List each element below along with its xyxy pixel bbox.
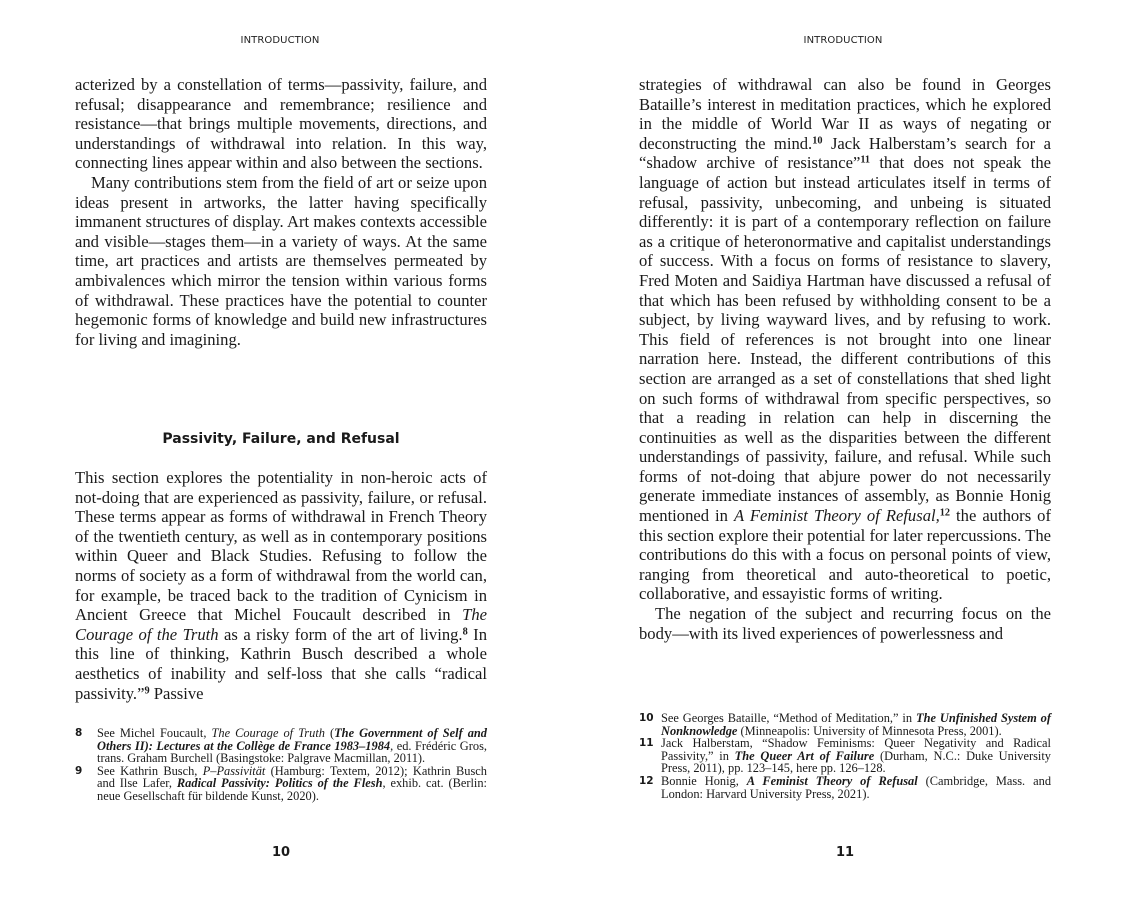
text-run: See Michel Foucault, — [97, 726, 212, 740]
right-page — [562, 0, 1124, 904]
book-title: The Unfinished System of Nonknowledge — [661, 711, 1051, 738]
footnote-text — [661, 775, 1051, 800]
text-run: Jack Halberstam’s search for a “shadow archive of resistance” — [639, 133, 1051, 173]
text-run: This section explores the potentiality in non-heroic acts of not-doing that are experienced as passivity, failure, or refusal. These terms appear as forms of withdrawal in French Theory of the twentieth century, as well as in contemporary positions within Queer and Black Studies. Refusing to follow the norms of society as a form of withdrawal from the world can, for example, be traced back to the tradition of Cynicism in Ancient Greece that Michel Foucault described in — [75, 468, 487, 625]
paragraph: acterized by a constellation of terms—passivity, failure, and refusal; disappearance and remembrance; resilience and resistance—that brings multiple movements, directions, and understandings of withdrawal into relation. In this way, connecting lines appear within and also between the sections. — [75, 75, 487, 173]
page-number: 11 — [836, 845, 855, 860]
footnote-number: 11 — [639, 737, 654, 750]
footnote-text — [97, 727, 487, 765]
book-title: A Feminist Theory of Refusal — [746, 773, 918, 788]
text-run: (Durham, N.C.: Duke University Press, 2011), pp. 123–145, here pp. 126–128. — [661, 748, 1051, 776]
footnote-ref-8[interactable]: 8 — [462, 626, 468, 638]
paragraph — [639, 75, 1051, 604]
footnote-8 — [75, 727, 487, 765]
footnote-12 — [639, 775, 1051, 800]
footnote-11 — [639, 737, 1051, 775]
footnote-ref-9[interactable]: 9 — [144, 684, 150, 696]
body-text — [639, 75, 1051, 643]
footnote-ref-12[interactable]: 12 — [939, 507, 951, 519]
running-head: INTRODUCTION — [240, 35, 320, 46]
text-run: (Cambridge, Mass. and London: Harvard University Press, 2021). — [661, 773, 1052, 801]
section-heading: Passivity, Failure, and Refusal — [162, 431, 400, 447]
paragraph: The negation of the subject and recurring focus on the body—with its lived experiences of powerlessness and — [639, 604, 1051, 643]
running-head: INTRODUCTION — [803, 35, 883, 46]
text-run: See Georges Bataille, “Method of Meditation,” in — [661, 711, 916, 725]
text-run: ( — [324, 726, 335, 740]
footnote-text — [661, 737, 1051, 775]
text-run: (Hamburg: Textem, 2012); Kathrin Busch and Ilse Lafer, — [97, 763, 487, 791]
footnotes — [639, 712, 1051, 800]
book-title: Radical Passivity: Politics of the Flesh — [176, 776, 383, 791]
paragraph: Many contributions stem from the field of art or seize upon ideas present in artworks, the latter having specifically immanent structures of display. Art makes contexts accessible and visible—stages them—in a variety of ways. At the same time, art practices and artists are themselves permeated by ambivalences which mirror the tension within various forms of withdrawal. These practices have the potential to counter hegemonic forms of knowledge and build new infrastructures for living and imagining. — [75, 172, 487, 349]
text-run: See Kathrin Busch, — [97, 763, 203, 778]
text-run: Bonnie Honig, — [661, 773, 747, 788]
text-run: Jack Halberstam, “Shadow Feminisms: Queer Negativity and Radical Passivity,” in — [661, 736, 1051, 763]
text-run: , exhib. cat. (Berlin: neue Gesellschaft für bildende Kunst, 2020). — [97, 776, 487, 803]
book-title: A Feminist Theory of Refusal, — [733, 506, 940, 526]
text-run: , ed. Frédéric Gros, trans. Graham Burchell (Basingstoke: Palgrave Macmillan, 2011). — [97, 738, 487, 766]
text-run: that does not speak the language of action but instead articulates itself in terms of refusal, passivity, unbecoming, and unbeing is situated differently: it is part of a contemporary reflection on failure as a critique of heteronormative and capitalist understandings of success. With a focus on forms of resistance to slavery, Fred Moten and Saidiya Hartman have discussed a refusal of that which has been refused by withholding consent to be a subject, by living wayward lives, and by refusing to work. This field of references is not brought into one linear narration here. Instead, the different contributions of this section are arranged as a set of constellations that shed light on such forms of withdrawal from specific perspectives, so that a reading in relation can help in discerning the continuities as well as the disparities between the different understandings of passivity, failure, and refusal. While such forms of not-doing that abjure power do not necessarily generate immediate instances of assembly, as Bonnie Honig mentioned in — [639, 153, 1051, 526]
footnote-text — [661, 712, 1051, 737]
text-run: strategies of withdrawal can also be found in Georges Bataille’s interest in meditation practices, which he explored in the middle of World War II as ways of negating or deconstructing the mind. — [639, 75, 1051, 153]
text-run: In this line of thinking, Kathrin Busch described a whole aesthetics of inability and self-loss that she calls “radical passivity.” — [75, 624, 487, 703]
footnote-number: 9 — [75, 764, 83, 777]
text-run: (Minneapolis: University of Minnesota Press, 2001). — [737, 723, 1002, 738]
footnote-ref-11[interactable]: 11 — [860, 154, 871, 166]
text-run: as a risky form of the art of living. — [218, 624, 463, 644]
footnote-10 — [639, 712, 1051, 737]
book-title: The Government of Self and Others II): Lectures at the Collège de France 1983–1984 — [97, 726, 487, 753]
footnote-text — [97, 765, 487, 803]
text-run: the authors of this section explore their potential for later repercussions. The contributions do this with a focus on personal points of view, ranging from theoretical and auto-theoretical to poetic, collaborative, and essayistic forms of writing. — [639, 506, 1051, 604]
body-text-top — [75, 75, 487, 349]
page-number: 10 — [272, 845, 291, 860]
book-title: P–Passivität — [202, 763, 266, 778]
book-title: The Courage of the Truth — [75, 605, 487, 644]
book-title: The Queer Art of Failure — [734, 748, 875, 763]
book-title: The Courage of Truth — [211, 726, 325, 740]
footnote-number: 10 — [639, 712, 654, 724]
body-text-section — [75, 468, 487, 703]
footnote-number: 12 — [639, 774, 654, 787]
paragraph — [75, 468, 487, 703]
text-run: Passive — [149, 683, 204, 703]
footnote-number: 8 — [75, 727, 83, 739]
footnote-ref-10[interactable]: 10 — [812, 135, 823, 147]
footnotes — [75, 727, 487, 803]
footnote-9 — [75, 765, 487, 803]
